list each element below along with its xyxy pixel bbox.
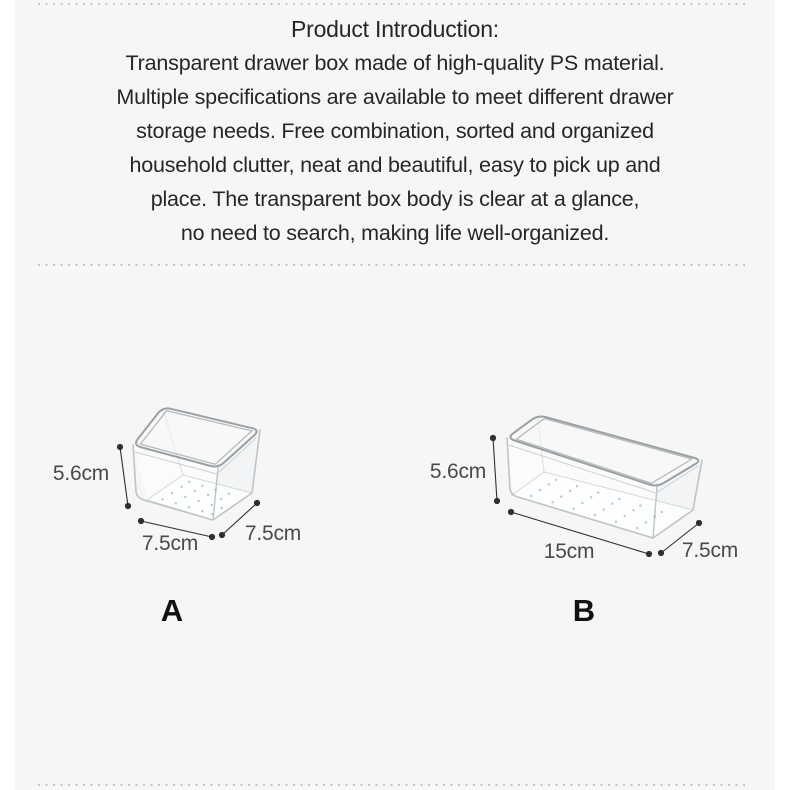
dotted-divider-middle	[38, 264, 745, 266]
intro-line: Transparent drawer box made of high-quality PS material.	[125, 51, 665, 75]
figure-a-label: A	[160, 593, 184, 628]
intro-line: place. The transparent box body is clear at a glance,	[150, 187, 640, 211]
figure-a-depth-label: 7.5cm	[244, 522, 302, 545]
figure-b-depth-label: 7.5cm	[681, 539, 739, 562]
figure-b	[420, 390, 760, 640]
intro-line: household clutter, neat and beautiful, easy to pick up and	[129, 153, 661, 177]
product-introduction	[15, 12, 775, 250]
dotted-divider-top	[38, 3, 745, 5]
intro-line: storage needs. Free combination, sorted and organized	[136, 119, 654, 143]
dotted-divider-bottom	[38, 784, 745, 786]
intro-line: Multiple specifications are available to meet different drawer	[116, 85, 674, 109]
figure-a-height-label: 5.6cm	[52, 462, 110, 485]
intro-title: Product Introduction:	[290, 16, 500, 42]
figure-b-height-label: 5.6cm	[429, 460, 487, 483]
intro-line: no need to search, making life well-organized.	[180, 221, 610, 245]
figure-b-label: B	[572, 593, 596, 628]
figure-a-width-label: 7.5cm	[141, 532, 199, 555]
figure-a	[40, 390, 320, 640]
figure-b-width-label: 15cm	[543, 540, 595, 563]
content-panel	[15, 0, 775, 790]
